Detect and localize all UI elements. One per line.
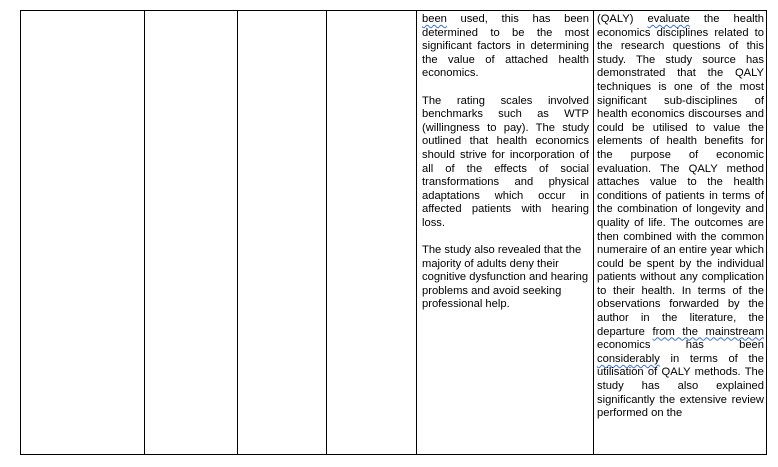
table-cell-5[interactable] bbox=[417, 11, 594, 455]
spellcheck-word-considerably: considerably bbox=[597, 352, 660, 365]
table-cell-2[interactable] bbox=[145, 11, 238, 455]
spellcheck-word-been: been bbox=[422, 13, 447, 25]
spellcheck-word-evaluate: evaluate bbox=[647, 13, 690, 25]
table-cell-4[interactable] bbox=[327, 11, 417, 455]
table-cell-6[interactable] bbox=[594, 11, 767, 455]
cell-5-paragraph-1 bbox=[422, 13, 589, 81]
cell-6-text bbox=[594, 11, 766, 421]
table-cell-1[interactable] bbox=[21, 11, 145, 455]
table-row bbox=[21, 11, 767, 455]
cell-5-paragraph-2: The rating scales involved benchmarks such as WTP (willingness to pay). The study outlined that health economics should strive for incorporation of all of the effects of social transformations and physical adaptations which occur in affected patients with hearing loss. bbox=[422, 94, 589, 229]
table-cell-3[interactable] bbox=[238, 11, 327, 455]
cell-5-paragraph-3: The study also revealed that the majority of adults deny their cognitive dysfunction and hearing problems and avoid seeking professional help. bbox=[422, 244, 589, 311]
cell-6-text-run-7: in terms of the utilisation of QALY methods. The study has also explained significantly the extensive review performed on the bbox=[597, 352, 764, 420]
spellcheck-phrase-mainstream: from the mainstream bbox=[652, 325, 764, 338]
cell-6-paragraph bbox=[597, 13, 764, 421]
literature-table bbox=[20, 10, 767, 455]
cell-5-text bbox=[417, 11, 593, 312]
cell-5-paragraph-1-text: used, this has been determined to be the most significant factors in determining the value of attached health economics. bbox=[422, 13, 589, 80]
cell-6-text-run-1: (QALY) bbox=[597, 13, 648, 25]
cell-6-text-run-3: the health economics disciplines related to the research questions of this study. The study source has demonstrated that the QALY techniques is one of the most significant sub-disciplines of health economics discourses and could be utilised to value the elements of health benefits for the purpose of economic evaluation. The QALY method attaches value to the health conditions of patients in terms of the combination of longevity and quality of life. The outcomes are then combined with the common numeraire of an entire year which could be spent by the individual patients without any complication to their health. In terms of the observations forwarded by the author in the literature, the departure bbox=[597, 13, 764, 338]
cell-6-text-run-5: economics has been bbox=[597, 339, 764, 352]
